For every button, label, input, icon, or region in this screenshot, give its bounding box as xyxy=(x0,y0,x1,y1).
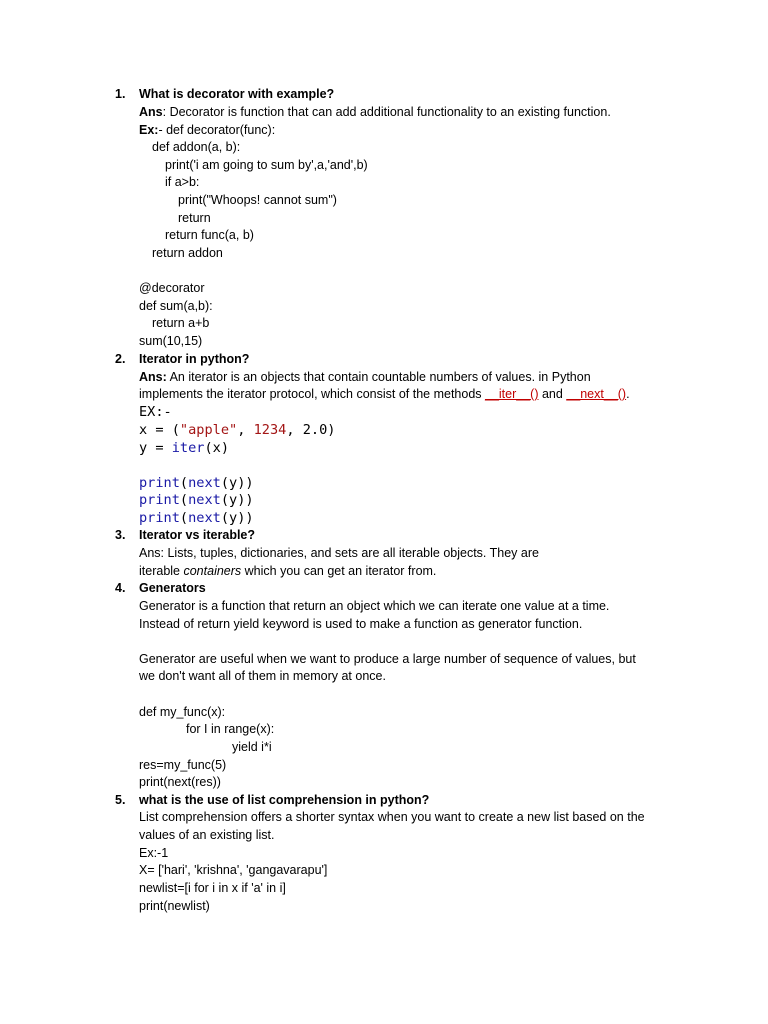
q4-code-0: def my_func(x): xyxy=(139,705,226,719)
q2-method-next: __next__() xyxy=(566,387,627,401)
q1-code-11: sum(10,15) xyxy=(139,334,203,348)
code-x-number: 1234 xyxy=(253,422,287,438)
print-arg: (y)) xyxy=(220,492,254,508)
q3-line2-post: which you can get an iterator from. xyxy=(241,564,437,578)
q5-code-0: X= ['hari', 'krishna', 'gangavarapu'] xyxy=(139,863,328,877)
q1-code-1: def addon(a, b): xyxy=(152,140,241,154)
q1-ans-label: Ans xyxy=(139,105,163,119)
code-y-post: (x) xyxy=(204,440,230,456)
q1-code-line xyxy=(139,122,275,140)
q2-ex-label: EX:- xyxy=(139,404,172,420)
q1-answer xyxy=(139,104,611,122)
q3-line2 xyxy=(139,563,436,581)
q3-number: 3. xyxy=(115,528,126,542)
code-y-iter: iter xyxy=(171,440,205,456)
paren: ( xyxy=(179,510,189,526)
next-fn: next xyxy=(188,492,221,508)
q3-line1: Ans: Lists, tuples, dictionaries, and sets are all iterable objects. They are xyxy=(139,546,539,560)
q1-code-9: def sum(a,b): xyxy=(139,299,213,313)
q1-code-7: return addon xyxy=(152,246,223,260)
print-fn: print xyxy=(139,492,180,508)
q4-question: Generators xyxy=(139,581,206,595)
q1-question: What is decorator with example? xyxy=(139,87,335,101)
q4-p1-l2: Instead of return yield keyword is used to make a function as generator function. xyxy=(139,617,583,631)
q4-number: 4. xyxy=(115,581,126,595)
q5-number: 5. xyxy=(115,793,126,807)
paren: ( xyxy=(179,475,189,491)
q5-question: what is the use of list comprehension in python? xyxy=(139,793,430,807)
paren: ( xyxy=(179,492,189,508)
next-fn: next xyxy=(188,475,221,491)
q5-l1: List comprehension offers a shorter syntax when you want to create a new list based on the xyxy=(139,810,645,824)
print-arg: (y)) xyxy=(220,475,254,491)
q3-line2-em: containers xyxy=(183,564,242,578)
q2-print-3 xyxy=(139,510,254,528)
q2-answer-line2 xyxy=(139,386,630,404)
code-x-string: "apple" xyxy=(179,422,238,438)
q1-number: 1. xyxy=(115,87,126,101)
q3-question: Iterator vs iterable? xyxy=(139,528,256,542)
q1-ans-text: : Decorator is function that can add additional functionality to an existing function. xyxy=(162,105,611,119)
q1-ex-label: Ex: xyxy=(139,123,159,137)
q3-line2-pre: iterable xyxy=(139,564,184,578)
q1-code-4: print("Whoops! cannot sum") xyxy=(178,193,337,207)
print-arg: (y)) xyxy=(220,510,254,526)
q2-question: Iterator in python? xyxy=(139,352,250,366)
print-fn: print xyxy=(139,510,180,526)
q2-method-iter: __iter__() xyxy=(485,387,539,401)
q1-code-2: print('i am going to sum by',a,'and',b) xyxy=(165,158,368,172)
q4-code-4: print(next(res)) xyxy=(139,775,221,789)
next-fn: next xyxy=(188,510,221,526)
q4-p2-l1: Generator are useful when we want to produce a large number of sequence of values, but xyxy=(139,652,636,666)
q2-ans-line2: implements the iterator protocol, which consist of the methods xyxy=(139,387,485,401)
q2-print-2 xyxy=(139,492,254,510)
q2-and: and xyxy=(538,387,567,401)
q5-code-1: newlist=[i for i in x if 'a' in i] xyxy=(139,881,286,895)
q2-answer-line1 xyxy=(139,369,591,387)
code-y-pre: y = xyxy=(139,440,172,456)
q1-code-3: if a>b: xyxy=(165,175,200,189)
q5-l2: values of an existing list. xyxy=(139,828,275,842)
q1-code-6: return func(a, b) xyxy=(165,228,254,242)
q2-print-1 xyxy=(139,475,254,493)
q5-ex: Ex:-1 xyxy=(139,846,169,860)
q2-end: . xyxy=(626,387,630,401)
q1-code-5: return xyxy=(178,211,211,225)
code-x-post: , 2.0) xyxy=(286,422,336,438)
code-x-sep: , xyxy=(237,422,254,438)
q2-ans-label: Ans: xyxy=(139,370,167,384)
code-x-pre: x = ( xyxy=(139,422,180,438)
q2-code-y xyxy=(139,440,229,458)
q1-code-10: return a+b xyxy=(152,316,210,330)
q4-code-1: for I in range(x): xyxy=(186,722,275,736)
q2-code-x xyxy=(139,422,335,440)
q5-code-2: print(newlist) xyxy=(139,899,210,913)
q2-number: 2. xyxy=(115,352,126,366)
print-fn: print xyxy=(139,475,180,491)
q1-code-0: - def decorator(func): xyxy=(158,123,276,137)
q1-code-8: @decorator xyxy=(139,281,205,295)
q2-ans-line1: An iterator is an objects that contain countable numbers of values. in Python xyxy=(166,370,591,384)
q4-p2-l2: we don't want all of them in memory at once. xyxy=(139,669,386,683)
q4-p1-l1: Generator is a function that return an object which we can iterate one value at a time. xyxy=(139,599,610,613)
q4-code-3: res=my_func(5) xyxy=(139,758,227,772)
q4-code-2: yield i*i xyxy=(232,740,272,754)
